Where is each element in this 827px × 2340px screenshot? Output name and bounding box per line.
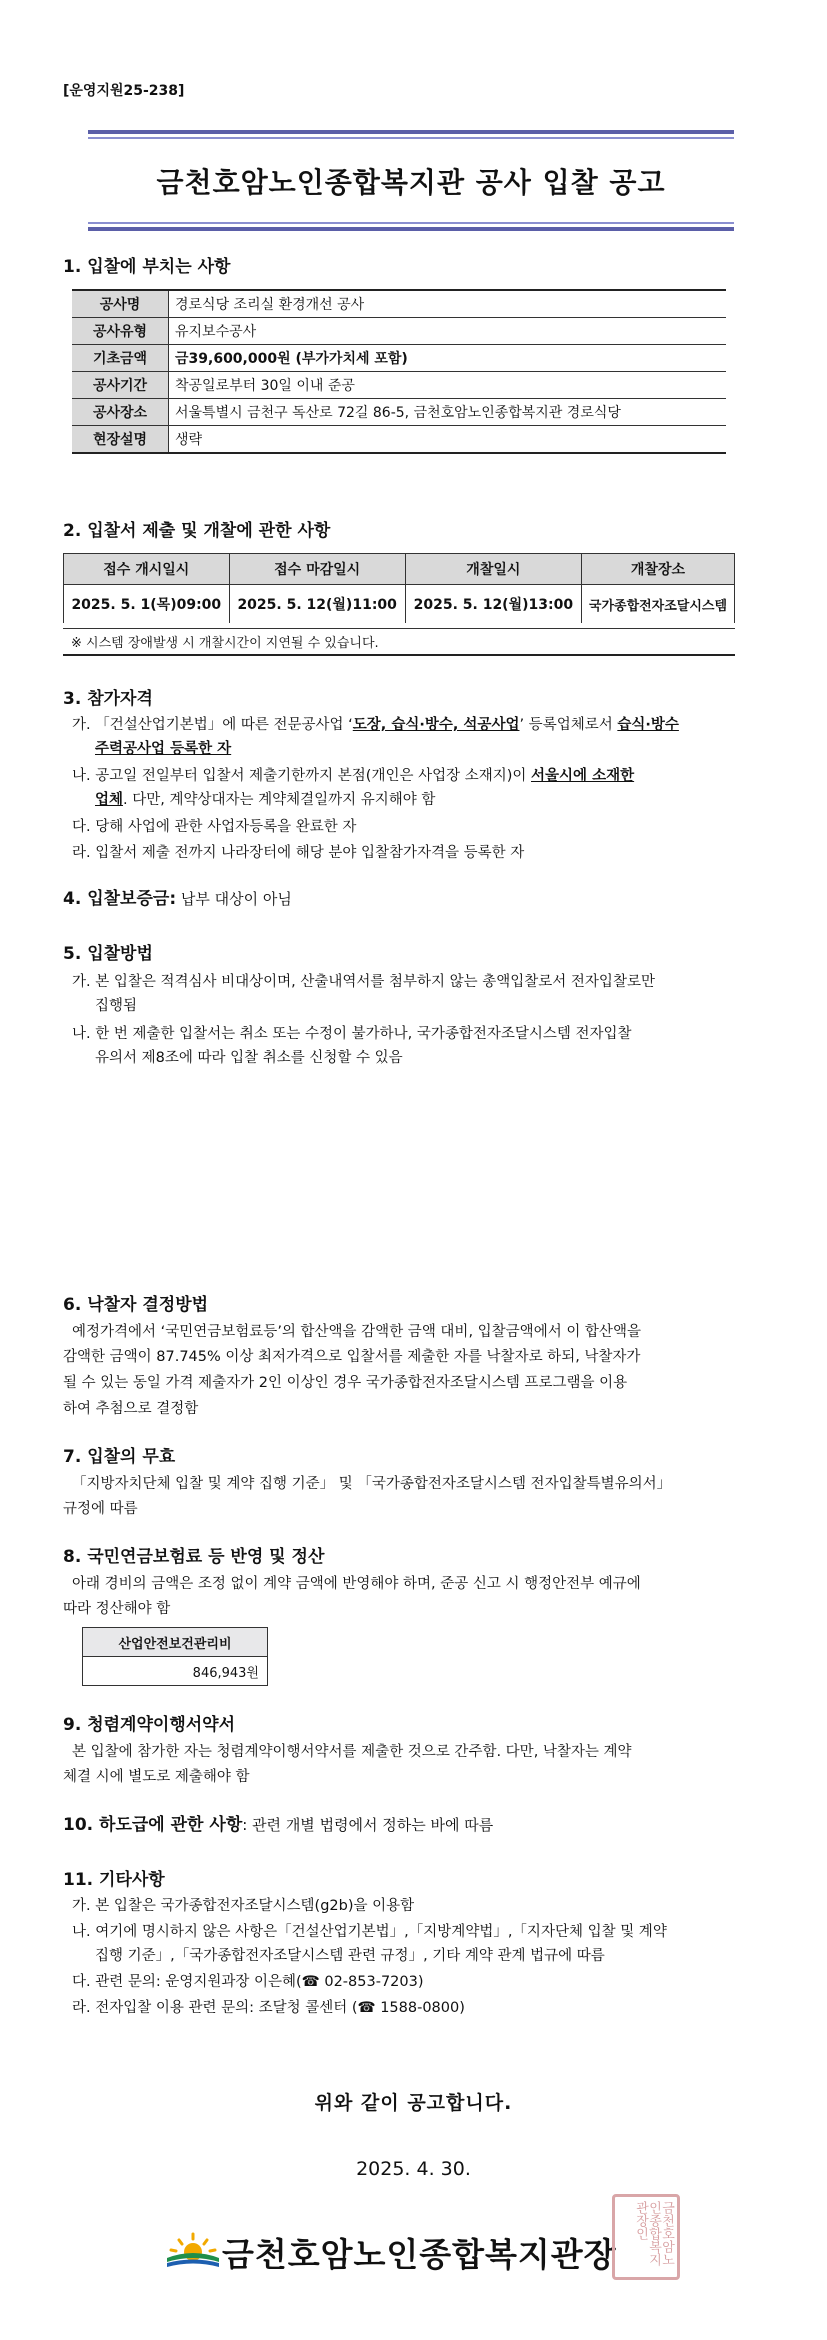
section-10-heading bbox=[63, 1810, 493, 1835]
eligibility-text: . 다만, 계약상대자는 계약체결일까지 유지해야 함 bbox=[123, 792, 436, 808]
title-rule-top bbox=[88, 130, 734, 134]
misc-item-b: 나. 여기에 명시하지 않은 사항은「건설산업기본법」,「지방계약법」,「지자단체 입찰 및 계약 bbox=[72, 1924, 667, 1940]
pension-text-line: 아래 경비의 금액은 조정 없이 계약 금액에 반영해야 하며, 준공 신고 시 행정안전부 예규에 bbox=[72, 1576, 641, 1592]
pension-text-line: 따라 정산해야 함 bbox=[63, 1601, 171, 1617]
section-3-heading: 3. 참가자격 bbox=[63, 689, 153, 709]
eligibility-text: ’ 등록업체로서 bbox=[519, 717, 618, 733]
title-block bbox=[88, 130, 734, 231]
eligibility-item-c: 다. 당해 사업에 관한 사업자등록을 완료한 자 bbox=[72, 819, 357, 835]
row-key: 공사유형 bbox=[72, 318, 169, 345]
misc-item-a: 가. 본 입찰은 국가종합전자조달시스템(g2b)을 이용함 bbox=[72, 1898, 415, 1914]
eligibility-emphasis: 도장, 습식·방수, 석공사업 bbox=[352, 717, 520, 733]
section-8-heading: 8. 국민연금보험료 등 반영 및 정산 bbox=[63, 1547, 325, 1567]
notice-date: 2025. 4. 30. bbox=[356, 2158, 471, 2180]
row-value: 착공일로부터 30일 이내 준공 bbox=[169, 372, 727, 399]
section-6-heading: 6. 낙찰자 결정방법 bbox=[63, 1295, 209, 1315]
sunrise-logo-icon bbox=[165, 2232, 221, 2272]
row-value: 생략 bbox=[169, 426, 727, 454]
table-row bbox=[72, 290, 726, 318]
page-title: 금천호암노인종합복지관 공사 입찰 공고 bbox=[156, 166, 666, 199]
official-seal: 금천호암노인종합복지관장인 bbox=[612, 2194, 680, 2280]
row-value: 금39,600,000원 (부가가치세 포함) bbox=[169, 345, 727, 372]
section-2-heading: 2. 입찰서 제출 및 개찰에 관한 사항 bbox=[63, 521, 331, 541]
row-key: 기초금액 bbox=[72, 345, 169, 372]
eligibility-text: 가. 「건설산업기본법」에 따른 전문공사업 ‘ bbox=[72, 717, 353, 733]
system-note: ※ 시스템 장애발생 시 개찰시간이 지연될 수 있습니다. bbox=[63, 628, 735, 656]
row-value: 경로식당 조리실 환경개선 공사 bbox=[169, 290, 727, 318]
section-10-text: : 관련 개별 법령에서 정하는 바에 따름 bbox=[242, 1816, 494, 1834]
method-item-b-cont: 유의서 제8조에 따라 입찰 취소를 신청할 수 있음 bbox=[95, 1050, 403, 1066]
invalid-text-line: 「지방자치단체 입찰 및 계약 집행 기준」 및 「국가종합전자조달시스템 전자입찰특별유의서」 bbox=[72, 1476, 672, 1492]
section-4-title: 4. 입찰보증금: bbox=[63, 889, 177, 909]
bid-items-table bbox=[72, 289, 726, 454]
table-row bbox=[64, 585, 735, 624]
column-header: 접수 마감일시 bbox=[229, 554, 405, 585]
section-4-text: 납부 대상이 아님 bbox=[176, 890, 292, 908]
table-cell: 국가종합전자조달시스템 bbox=[581, 585, 734, 624]
section-4-heading bbox=[63, 884, 292, 909]
row-key: 공사기간 bbox=[72, 372, 169, 399]
eligibility-emphasis: 업체 bbox=[95, 792, 124, 808]
eligibility-emphasis: 서울시에 소재한 bbox=[531, 768, 635, 784]
eligibility-item-a bbox=[72, 713, 679, 734]
eligibility-item-b bbox=[72, 764, 634, 785]
table-row bbox=[72, 372, 726, 399]
title-rule-bottom bbox=[88, 227, 734, 231]
section-5-heading: 5. 입찰방법 bbox=[63, 944, 153, 964]
method-item-b: 나. 한 번 제출한 입찰서는 취소 또는 수정이 불가하나, 국가종합전자조달시스템 전자입찰 bbox=[72, 1026, 632, 1042]
integrity-text-line: 체결 시에 별도로 제출해야 함 bbox=[63, 1769, 250, 1785]
section-1-heading: 1. 입찰에 부치는 사항 bbox=[63, 257, 231, 277]
table-cell: 2025. 5. 1(목)09:00 bbox=[64, 585, 230, 624]
column-header: 개찰일시 bbox=[405, 554, 581, 585]
section-7-heading: 7. 입찰의 무효 bbox=[63, 1447, 176, 1467]
eligibility-item-d: 라. 입찰서 제출 전까지 나라장터에 해당 분야 입찰참가자격을 등록한 자 bbox=[72, 845, 525, 861]
table-cell: 2025. 5. 12(월)13:00 bbox=[405, 585, 581, 624]
misc-item-c: 다. 관련 문의: 운영지원과장 이은혜(☎ 02-853-7203) bbox=[72, 1974, 424, 1990]
misc-item-d: 라. 전자입찰 이용 관련 문의: 조달청 콜센터 (☎ 1588-0800) bbox=[72, 2000, 465, 2016]
integrity-text-line: 본 입찰에 참가한 자는 청렴계약이행서약서를 제출한 것으로 간주함. 다만, 낙찰자는 계약 bbox=[72, 1744, 632, 1760]
document-number: [운영지원25-238] bbox=[63, 83, 185, 99]
invalid-text-line: 규정에 따름 bbox=[63, 1501, 138, 1517]
table-row bbox=[72, 345, 726, 372]
table-header-row bbox=[83, 1628, 268, 1657]
column-header: 접수 개시일시 bbox=[64, 554, 230, 585]
table-cell: 846,943원 bbox=[83, 1657, 268, 1686]
table-row bbox=[72, 318, 726, 345]
closing-statement: 위와 같이 공고합니다. bbox=[314, 2092, 513, 2114]
schedule-table bbox=[63, 553, 735, 623]
award-text-line: 하여 추첨으로 결정함 bbox=[63, 1401, 199, 1417]
column-header: 개찰장소 bbox=[581, 554, 734, 585]
method-item-a-cont: 집행됨 bbox=[95, 998, 138, 1014]
section-11-heading: 11. 기타사항 bbox=[63, 1870, 165, 1890]
row-key: 공사명 bbox=[72, 290, 169, 318]
method-item-a: 가. 본 입찰은 적격심사 비대상이며, 산출내역서를 첨부하지 않는 총액입찰로서 전자입찰로만 bbox=[72, 974, 655, 990]
table-header-row bbox=[64, 554, 735, 585]
eligibility-emphasis: 습식·방수 bbox=[617, 717, 679, 733]
row-value: 유지보수공사 bbox=[169, 318, 727, 345]
table-row bbox=[72, 426, 726, 454]
row-value: 서울특별시 금천구 독산로 72길 86-5, 금천호암노인종합복지관 경로식당 bbox=[169, 399, 727, 426]
award-text-line: 될 수 있는 동일 가격 제출자가 2인 이상인 경우 국가종합전자조달시스템 프로그램을 이용 bbox=[63, 1375, 628, 1391]
table-cell: 2025. 5. 12(월)11:00 bbox=[229, 585, 405, 624]
table-row bbox=[83, 1657, 268, 1686]
title-rule-bottom-thin bbox=[88, 222, 734, 224]
award-text-line: 감액한 금액이 87.745% 이상 최저가격으로 입찰서를 제출한 자를 낙찰자로 하되, 낙찰자가 bbox=[63, 1349, 641, 1365]
column-header: 산업안전보건관리비 bbox=[83, 1628, 268, 1657]
section-9-heading: 9. 청렴계약이행서약서 bbox=[63, 1715, 236, 1735]
misc-item-b-cont: 집행 기준」,「국가종합전자조달시스템 관련 규정」, 기타 계약 관계 법규에 따름 bbox=[95, 1948, 605, 1964]
safety-cost-table bbox=[82, 1627, 268, 1686]
row-key: 현장설명 bbox=[72, 426, 169, 454]
section-10-title: 10. 하도급에 관한 사항 bbox=[63, 1815, 243, 1835]
eligibility-item-a-cont: 주력공사업 등록한 자 bbox=[95, 741, 232, 757]
eligibility-item-b-cont bbox=[95, 788, 435, 809]
row-key: 공사장소 bbox=[72, 399, 169, 426]
eligibility-text: 나. 공고일 전일부터 입찰서 제출기한까지 본점(개인은 사업장 소재지)이 bbox=[72, 768, 531, 784]
award-text-line: 예정가격에서 ‘국민연금보험료등’의 합산액을 감액한 금액 대비, 입찰금액에서 이 합산액을 bbox=[72, 1324, 641, 1340]
organization-signature: 금천호암노인종합복지관장 bbox=[222, 2235, 617, 2274]
table-row bbox=[72, 399, 726, 426]
